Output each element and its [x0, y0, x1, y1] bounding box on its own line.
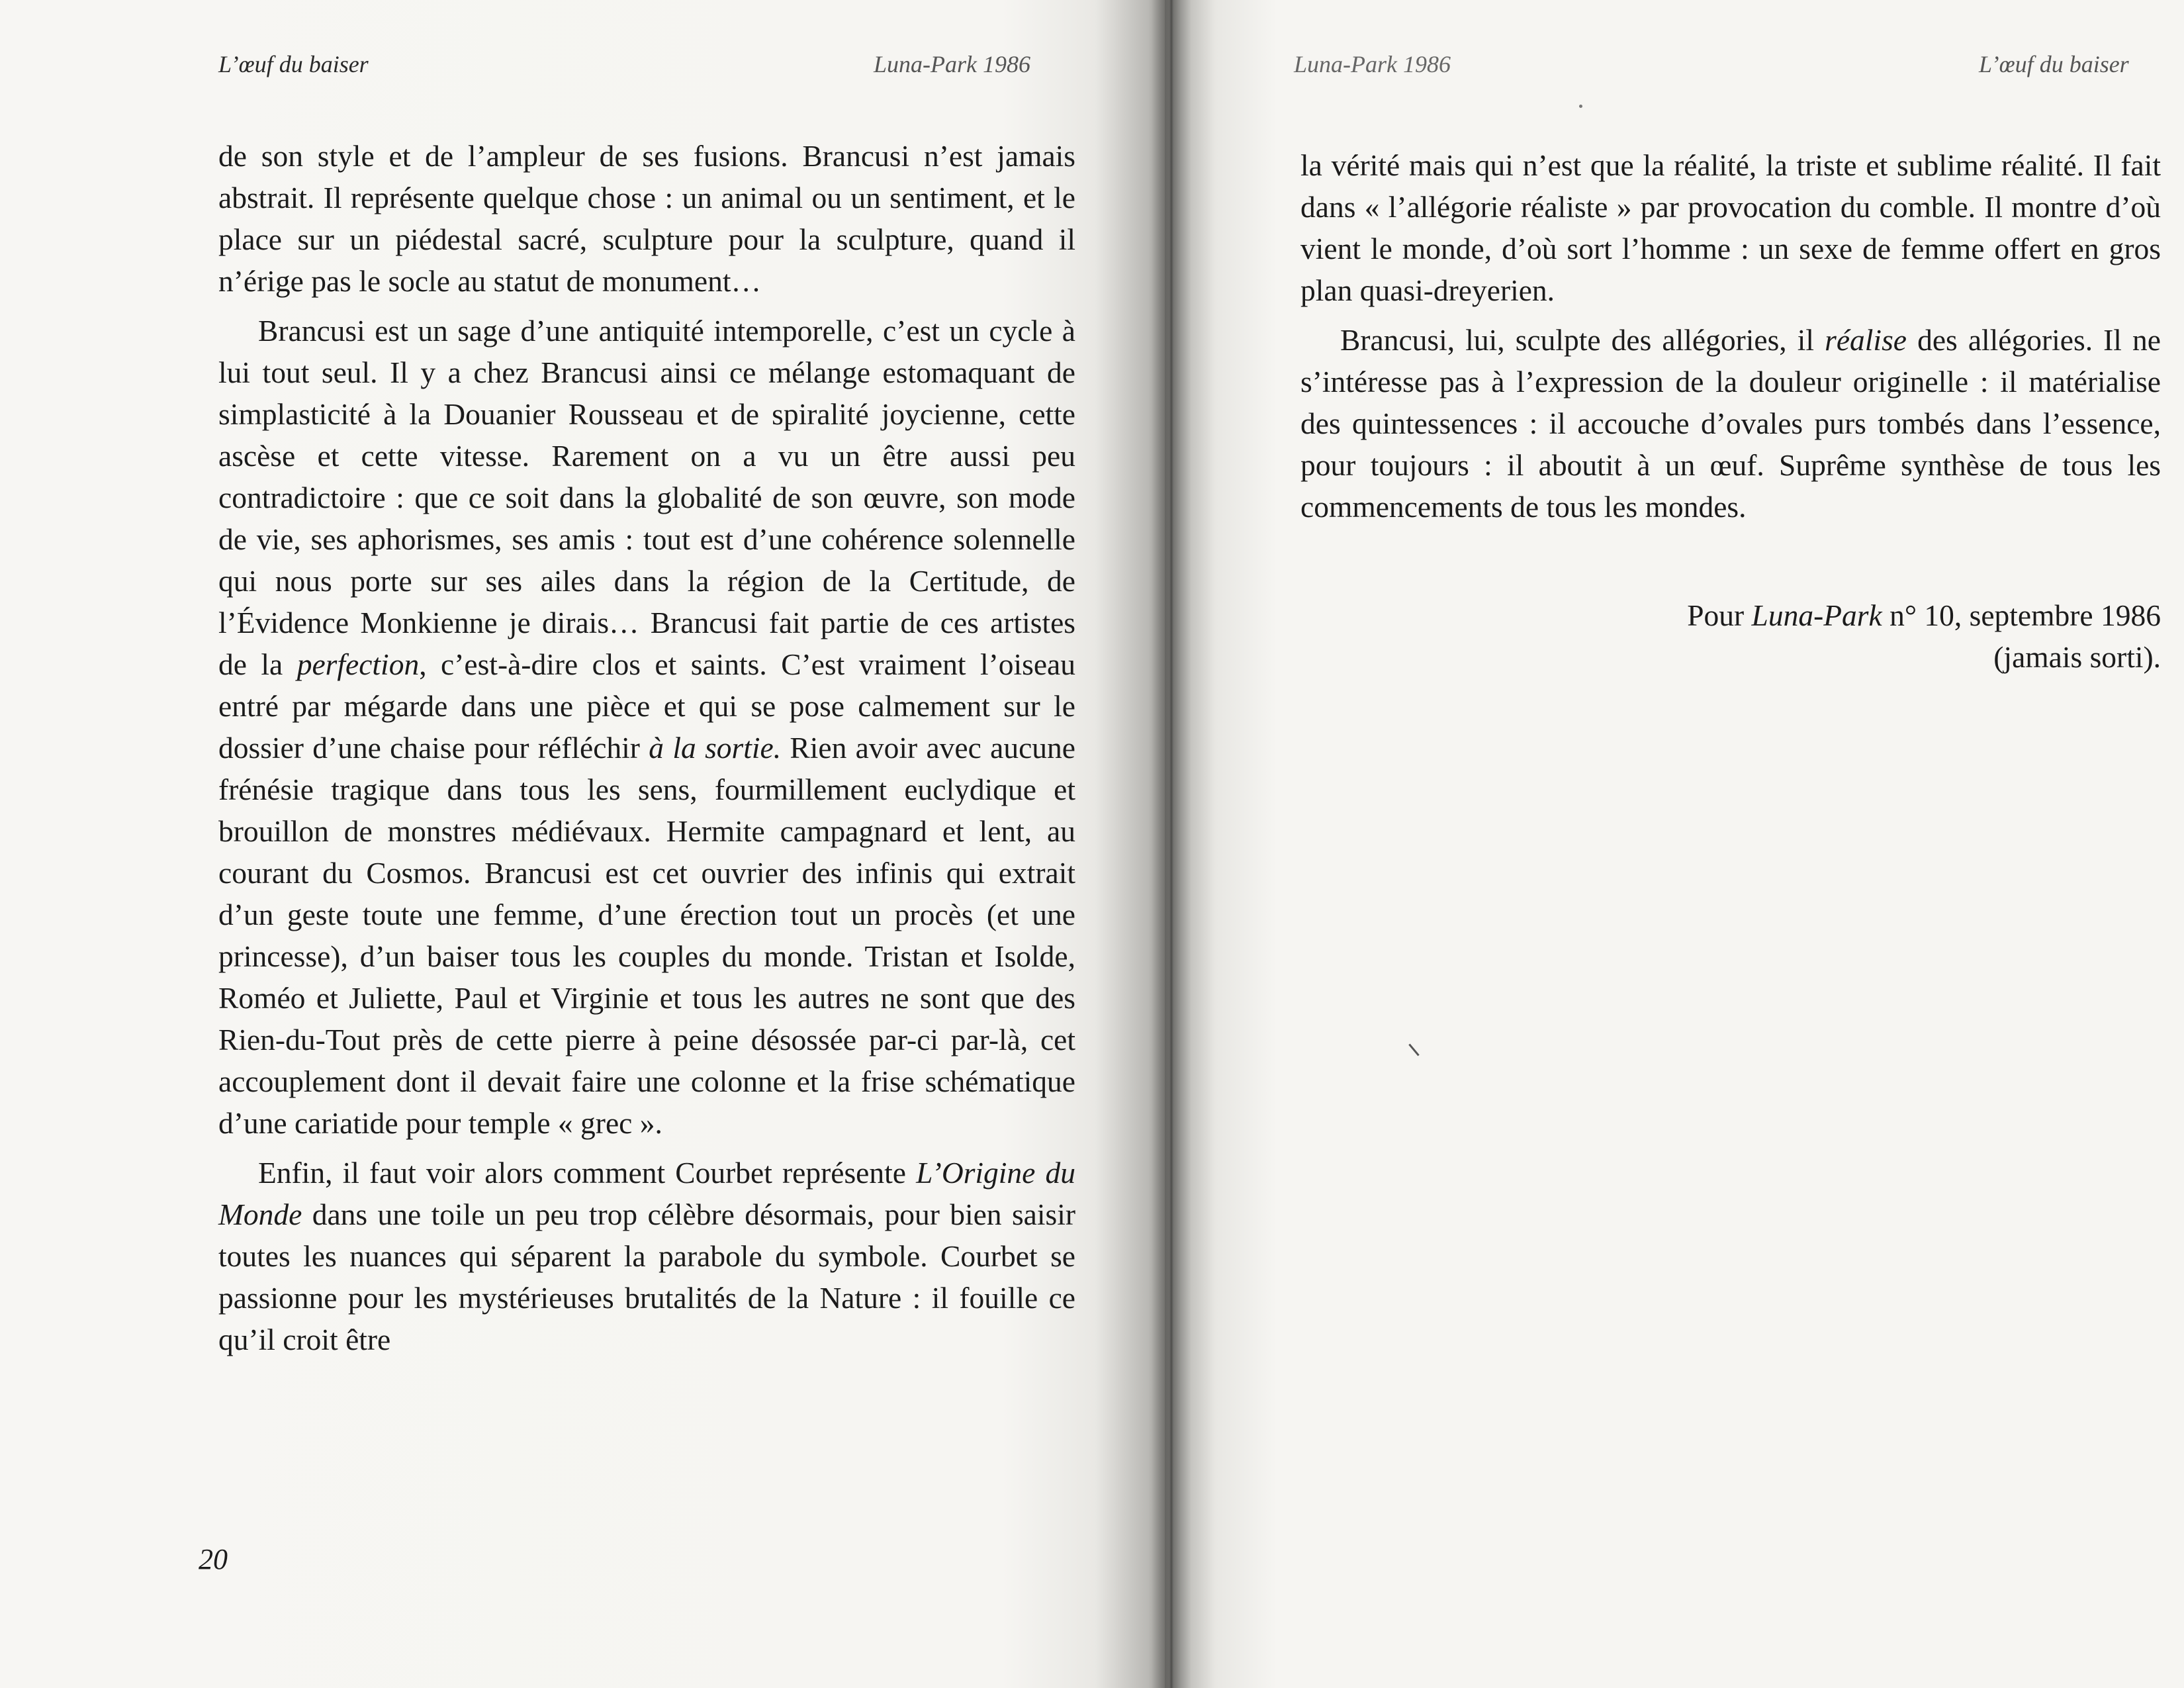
- signoff-prefix: Pour: [1687, 598, 1752, 632]
- signoff-suffix: n° 10, septembre 1986: [1882, 598, 2161, 632]
- text-run: Rien avoir avec aucune frénésie tragique dans tous les sens, fourmillement euclydique et brouillon de monstres médiévaux. Hermite campagnard et lent, au courant du Cosmos. Brancusi est cet ouvrier des infinis qui extrait d’un geste toute une femme, d’une érection tout un procès (et une princesse), d’un baiser tous les couples du monde. Tristan et Isolde, Roméo et Juliette, Paul et Virginie et tous les autres ne sont que des Rien-du-Tout près de cette pierre à peine désossée par-ci par-là, cet accouplement dont il devait faire une colonne et la frise schématique d’une cariatide pour temple « grec ».: [218, 731, 1075, 1140]
- right-body-text: [1300, 144, 2161, 528]
- signoff-note: (jamais sorti).: [1993, 640, 2161, 674]
- paragraph: [218, 1152, 1075, 1360]
- paragraph: de son style et de l’ampleur de ses fusions. Brancusi n’est jamais abstrait. Il représente quelque chose : un animal ou un sentiment, et le place sur un piédestal sacré, sculpture pour la sculpture, quand il n’érige pas le socle au statut de monument…: [218, 139, 1075, 298]
- speck: [1579, 105, 1582, 108]
- text-run: des allégories. Il ne s’intéresse pas à l’expression de la douleur originelle : il matérialise des quintessences : il accouche d’ovales purs tombés dans l’essence, pour toujours : il aboutit à un œuf. Suprême synthèse de tous les commencements de tous les mondes.: [1300, 323, 2161, 524]
- running-head-title: L’œuf du baiser: [1979, 51, 2129, 77]
- left-body-text: [218, 135, 1075, 1360]
- text-run: dans une toile un peu trop célèbre désormais, pour bien saisir toutes les nuances qui séparent la parabole du symbole. Courbet se passionne pour les mystérieuses brutalités de la Nature : il fouille ce qu’il croit être: [218, 1197, 1075, 1356]
- italic-a-la-sortie: à la sortie.: [649, 731, 782, 765]
- italic-origine-du-monde: L’Origine du Monde: [218, 1156, 1075, 1231]
- paragraph: [218, 310, 1075, 1144]
- italic-perfection: perfection: [296, 647, 420, 681]
- page-number: 20: [199, 1543, 228, 1575]
- paragraph: [1300, 319, 2161, 528]
- running-head-title: L’œuf du baiser: [218, 51, 369, 77]
- running-head-section: Luna-Park 1986: [1294, 51, 1451, 77]
- italic-realise: réalise: [1825, 323, 1907, 357]
- signoff-magazine: Luna-Park: [1751, 598, 1882, 632]
- text-run: , c’est-à-dire clos et saints. C’est vraiment l’oiseau entré par mégarde dans une pièce et qui se pose calmement sur le dossier d’une chaise pour réfléchir: [218, 647, 1075, 765]
- running-head-section: Luna-Park 1986: [874, 51, 1030, 77]
- signoff: [1300, 594, 2161, 678]
- text-run: Brancusi, lui, sculpte des allégories, il: [1340, 323, 1825, 357]
- paragraph: la vérité mais qui n’est que la réalité, la triste et sublime réalité. Il fait dans « l’allégorie réaliste » par provocation du comble. Il montre d’où vient le monde, d’où sort l’homme : un sexe de femme offert en gros plan quasi-dreyerien.: [1300, 148, 2161, 307]
- text-run: Brancusi est un sage d’une antiquité intemporelle, c’est un cycle à lui tout seul. Il y a chez Brancusi ainsi ce mélange estomaquant de simplasticité à la Douanier Rousseau et de spiralité joycienne, cette ascèse et cette vitesse. Rarement on a vu un être aussi peu contradictoire : que ce soit dans la globalité de son œuvre, son mode de vie, ses aphorismes, ses amis : tout est d’une cohérence solennelle qui nous porte sur ses ailes dans la région de la Certitude, de l’Évidence Monkienne je dirais… Brancusi fait partie de ces artistes de la: [218, 314, 1075, 681]
- text-run: Enfin, il faut voir alors comment Courbet représente: [258, 1156, 917, 1190]
- book-gutter: [1152, 0, 1191, 1688]
- signoff-line: [1300, 594, 2161, 636]
